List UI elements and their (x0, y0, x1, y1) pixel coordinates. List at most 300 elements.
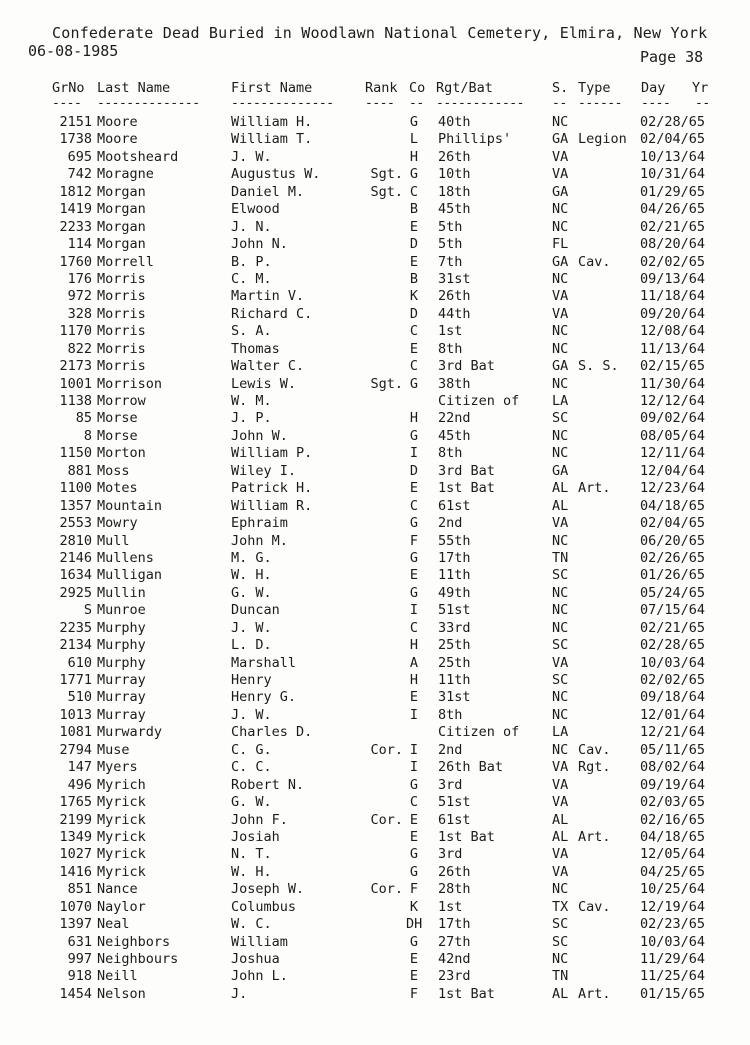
cell-date: 08/05/64 (640, 427, 706, 444)
header-rgt-bat: Rgt/Bat (436, 80, 493, 96)
table-row (0, 655, 750, 672)
cell-grno: 851 (67, 881, 92, 898)
cell-state: VA (552, 305, 569, 322)
cell-first-name: N. T. (231, 846, 272, 863)
cell-first-name: Henry G. (231, 689, 297, 706)
cell-first-name: L. D. (231, 637, 272, 654)
cell-grno: 328 (67, 305, 92, 322)
cell-co: K (409, 288, 419, 305)
cell-co: I (409, 706, 419, 723)
cell-last-name: Murray (97, 706, 146, 723)
cell-rgt-bat: 3rd (438, 776, 463, 793)
table-row (0, 951, 750, 968)
cell-rgt-bat: 42nd (438, 951, 471, 967)
cell-first-name: J. W. (231, 706, 272, 723)
table-row (0, 114, 750, 131)
cell-grno: 1738 (59, 131, 92, 148)
cell-first-name: Walter C. (231, 358, 305, 375)
cell-grno: 695 (67, 148, 92, 165)
cell-date: 08/02/64 (640, 759, 706, 776)
cell-first-name: Robert N. (231, 776, 305, 793)
cell-date: 12/11/64 (640, 445, 706, 462)
cell-grno: 1357 (59, 497, 92, 514)
cell-type: Cav. (578, 253, 611, 270)
cell-grno: 1081 (59, 724, 92, 741)
cell-date: 12/21/64 (640, 724, 706, 741)
table-row (0, 689, 750, 706)
cell-co: E (409, 480, 419, 497)
cell-last-name: Myrick (97, 794, 146, 811)
cell-rank: Sgt. (370, 183, 403, 200)
cell-grno: 1100 (59, 480, 92, 497)
cell-last-name: Mulligan (97, 567, 163, 584)
cell-grno: 972 (67, 288, 92, 305)
cell-last-name: Moore (97, 114, 138, 130)
cell-grno: 1765 (59, 794, 92, 811)
cell-last-name: Murwardy (97, 724, 163, 741)
cell-co: H (409, 410, 419, 427)
cell-rgt-bat: 49th (438, 584, 471, 601)
cell-rgt-bat: 8th (438, 340, 463, 357)
table-row (0, 201, 750, 218)
cell-grno: 631 (67, 933, 92, 950)
cell-type: S. S. (578, 358, 619, 375)
cell-date: 02/02/65 (640, 253, 706, 270)
cell-date: 04/26/65 (640, 201, 706, 218)
cell-co: G (409, 515, 419, 532)
header-last-name: Last Name (97, 80, 171, 96)
cell-first-name: John N. (231, 236, 288, 253)
cell-grno: 114 (67, 236, 92, 253)
dash-last-name: -------------- (97, 96, 200, 111)
cell-rgt-bat: 51st (438, 602, 471, 619)
cell-state: SC (552, 672, 569, 688)
cell-rank: Sgt. (370, 375, 403, 392)
table-row (0, 236, 750, 253)
cell-rank: Cor. (370, 811, 403, 828)
cell-state: GA (552, 462, 569, 479)
cell-type: Art. (578, 828, 611, 845)
cell-grno: 496 (67, 776, 92, 793)
cell-last-name: Morrow (97, 393, 146, 409)
cell-first-name: Patrick H. (231, 480, 313, 497)
cell-co: E (409, 811, 419, 828)
cell-last-name: Munroe (97, 602, 146, 619)
cell-state: TX (552, 898, 569, 915)
table-row (0, 149, 750, 166)
cell-first-name: Daniel M. (231, 183, 305, 200)
cell-state: AL (552, 497, 569, 514)
cell-last-name: Myrick (97, 846, 146, 863)
cell-rgt-bat: 2nd (438, 741, 463, 758)
cell-date: 12/04/64 (640, 462, 706, 479)
table-row (0, 219, 750, 236)
cell-date: 10/31/64 (640, 166, 706, 183)
cell-first-name: M. G. (231, 549, 272, 566)
cell-co: K (409, 898, 419, 915)
cell-co: G (409, 549, 419, 566)
cell-state: GA (552, 358, 569, 375)
cell-grno: 1013 (59, 706, 92, 723)
dash-type: ------ (578, 96, 622, 111)
cell-first-name: Duncan (231, 602, 280, 619)
cell-first-name: Henry (231, 672, 272, 688)
cell-first-name: Josiah (231, 828, 280, 845)
cell-rgt-bat: 33rd (438, 619, 471, 636)
cell-co: H (409, 637, 419, 654)
table-row (0, 724, 750, 741)
cell-state: NC (552, 532, 569, 549)
cell-first-name: J. P. (231, 410, 272, 427)
cell-last-name: Morton (97, 445, 146, 462)
header-day: Day (641, 80, 666, 96)
cell-grno: 147 (67, 759, 92, 776)
cell-co: B (409, 201, 419, 218)
cell-state: NC (552, 619, 569, 636)
cell-date: 09/19/64 (640, 776, 706, 793)
table-row (0, 864, 750, 881)
table-row (0, 550, 750, 567)
table-row (0, 376, 750, 393)
cell-last-name: Neal (97, 916, 130, 933)
cell-grno: 1634 (59, 567, 92, 584)
cell-co: E (409, 340, 419, 357)
table-row (0, 341, 750, 358)
cell-grno: 1070 (59, 898, 92, 915)
cell-rgt-bat: 1st (438, 323, 463, 340)
cell-date: 11/18/64 (640, 288, 706, 305)
cell-state: VA (552, 166, 569, 183)
table-row (0, 934, 750, 951)
table-row (0, 759, 750, 776)
cell-first-name: S. A. (231, 323, 272, 340)
cell-first-name: W. H. (231, 567, 272, 584)
cell-first-name: John F. (231, 811, 288, 828)
cell-co: G (409, 846, 419, 863)
cell-rgt-bat: Phillips' (438, 131, 512, 148)
table-row (0, 899, 750, 916)
cell-co: E (409, 253, 419, 270)
table-row (0, 184, 750, 201)
cell-date: 02/21/65 (640, 218, 706, 235)
cell-co: B (409, 270, 419, 287)
cell-grno: 1027 (59, 846, 92, 863)
cell-first-name: William R. (231, 497, 313, 514)
cell-grno: 1138 (59, 393, 92, 409)
cell-date: 08/20/64 (640, 236, 706, 253)
cell-date: 12/12/64 (640, 393, 706, 409)
cell-grno: 1760 (59, 253, 92, 270)
cell-state: GA (552, 183, 569, 200)
cell-co: G (409, 776, 419, 793)
cell-last-name: Mountain (97, 497, 163, 514)
table-row (0, 254, 750, 271)
cell-grno: 881 (67, 462, 92, 479)
cell-date: 11/29/64 (640, 951, 706, 967)
cell-co: C (409, 358, 419, 375)
cell-first-name: Thomas (231, 340, 280, 357)
cell-grno: 2235 (59, 619, 92, 636)
cell-state: NC (552, 741, 569, 758)
cell-state: SC (552, 637, 569, 654)
cell-grno: 1170 (59, 323, 92, 340)
cell-date: 10/03/64 (640, 933, 706, 950)
cell-date: 09/13/64 (640, 270, 706, 287)
cell-first-name: Marshall (231, 654, 297, 671)
cell-state: SC (552, 410, 569, 427)
cell-state: VA (552, 776, 569, 793)
cell-date: 10/25/64 (640, 881, 706, 898)
cell-state: VA (552, 846, 569, 863)
cell-date: 11/25/64 (640, 968, 706, 985)
cell-grno: 997 (67, 951, 92, 967)
cell-grno: 918 (67, 968, 92, 985)
cell-date: 02/28/65 (640, 114, 706, 130)
cell-first-name: G. W. (231, 584, 272, 601)
dash-grno: ---- (52, 96, 82, 111)
cell-rgt-bat: 26th (438, 148, 471, 165)
cell-date: 12/23/64 (640, 480, 706, 497)
cell-first-name: J. W. (231, 619, 272, 636)
cell-rgt-bat: 45th (438, 201, 471, 218)
cell-last-name: Neighbours (97, 951, 179, 967)
table-row (0, 986, 750, 1003)
cell-date: 11/13/64 (640, 340, 706, 357)
cell-rgt-bat: 17th (438, 549, 471, 566)
document-date: 06-08-1985 (28, 42, 119, 60)
cell-grno: 510 (67, 689, 92, 706)
cell-state: NC (552, 951, 569, 967)
cell-rgt-bat: 25th (438, 654, 471, 671)
cell-grno: 2553 (59, 515, 92, 532)
cell-grno: 610 (67, 654, 92, 671)
table-row (0, 410, 750, 427)
cell-first-name: Augustus W. (231, 166, 321, 183)
table-row (0, 968, 750, 985)
cell-state: VA (552, 863, 569, 880)
cell-co: E (409, 968, 419, 985)
cell-rgt-bat: 7th (438, 253, 463, 270)
cell-first-name: John M. (231, 532, 288, 549)
cell-date: 12/01/64 (640, 706, 706, 723)
table-row (0, 567, 750, 584)
cell-last-name: Myrick (97, 863, 146, 880)
cell-date: 01/26/65 (640, 567, 706, 584)
cell-co: I (409, 445, 419, 462)
header-co: Co (409, 80, 426, 96)
cell-grno: 2146 (59, 549, 92, 566)
cell-grno: 8 (83, 427, 92, 444)
cell-first-name: Joseph W. (231, 881, 305, 898)
header-type: Type (578, 80, 611, 96)
cell-co: I (409, 759, 419, 776)
cell-date: 05/24/65 (640, 584, 706, 601)
cell-co: G (409, 114, 419, 130)
cell-last-name: Morse (97, 410, 138, 427)
cell-date: 05/11/65 (640, 741, 706, 758)
dash-state: -- (552, 96, 567, 111)
cell-state: NC (552, 340, 569, 357)
cell-type: Legion (578, 131, 627, 148)
table-row (0, 288, 750, 305)
cell-first-name: B. P. (231, 253, 272, 270)
cell-last-name: Morgan (97, 183, 146, 200)
cell-co: DH (406, 916, 423, 933)
cell-co: I (409, 602, 419, 619)
table-row (0, 393, 750, 410)
cell-first-name: Ephraim (231, 515, 288, 532)
table-row (0, 742, 750, 759)
cell-last-name: Morgan (97, 218, 146, 235)
table-row (0, 271, 750, 288)
cell-date: 04/18/65 (640, 497, 706, 514)
table-row (0, 812, 750, 829)
cell-rgt-bat: 3rd (438, 846, 463, 863)
table-row (0, 916, 750, 933)
cell-rgt-bat: 26th (438, 288, 471, 305)
cell-grno: 85 (75, 410, 92, 427)
cell-date: 09/18/64 (640, 689, 706, 706)
cell-first-name: W. M. (231, 393, 272, 409)
dash-co: -- (409, 96, 424, 111)
cell-date: 02/26/65 (640, 549, 706, 566)
table-row (0, 358, 750, 375)
table-row (0, 829, 750, 846)
cell-last-name: Murphy (97, 654, 146, 671)
cell-state: NC (552, 114, 569, 130)
cell-last-name: Nance (97, 881, 138, 898)
table-row (0, 533, 750, 550)
cell-last-name: Naylor (97, 898, 146, 915)
cell-last-name: Morris (97, 270, 146, 287)
cell-rgt-bat: 11th (438, 672, 471, 688)
cell-date: 02/16/65 (640, 811, 706, 828)
cell-rgt-bat: 31st (438, 689, 471, 706)
cell-rgt-bat: 28th (438, 881, 471, 898)
cell-rgt-bat: 3rd Bat (438, 358, 495, 375)
cell-state: VA (552, 515, 569, 532)
cell-state: VA (552, 148, 569, 165)
cell-grno: 1419 (59, 201, 92, 218)
cell-grno: S (83, 602, 92, 619)
dash-day: ---- (641, 96, 671, 111)
burial-table (0, 114, 750, 1003)
cell-rgt-bat: 8th (438, 445, 463, 462)
cell-rgt-bat: 38th (438, 375, 471, 392)
cell-type: Rgt. (578, 759, 611, 776)
table-row (0, 707, 750, 724)
cell-first-name: G. W. (231, 794, 272, 811)
cell-rgt-bat: 61st (438, 497, 471, 514)
cell-rgt-bat: 26th (438, 863, 471, 880)
cell-co: G (409, 427, 419, 444)
cell-first-name: William H. (231, 114, 313, 130)
cell-date: 01/15/65 (640, 985, 706, 1002)
cell-rgt-bat: 2nd (438, 515, 463, 532)
cell-state: TN (552, 549, 569, 566)
cell-co: H (409, 148, 419, 165)
cell-last-name: Murray (97, 672, 146, 688)
cell-co: F (409, 985, 419, 1002)
cell-first-name: C. G. (231, 741, 272, 758)
cell-last-name: Motes (97, 480, 138, 497)
cell-rgt-bat: 31st (438, 270, 471, 287)
cell-last-name: Myrick (97, 828, 146, 845)
cell-last-name: Myrick (97, 811, 146, 828)
cell-co: L (409, 131, 419, 148)
header-state: S. (552, 80, 569, 96)
cell-last-name: Morris (97, 305, 146, 322)
cell-first-name: C. C. (231, 759, 272, 776)
cell-co: E (409, 567, 419, 584)
cell-last-name: Mowry (97, 515, 138, 532)
cell-rgt-bat: 51st (438, 794, 471, 811)
cell-grno: 2794 (59, 741, 92, 758)
cell-state: LA (552, 724, 569, 741)
cell-rgt-bat: Citizen of (438, 393, 520, 409)
cell-grno: 2233 (59, 218, 92, 235)
cell-last-name: Morris (97, 340, 146, 357)
cell-rgt-bat: 40th (438, 114, 471, 130)
cell-co: C (409, 619, 419, 636)
cell-first-name: John L. (231, 968, 288, 985)
table-row (0, 166, 750, 183)
cell-date: 02/23/65 (640, 916, 706, 933)
cell-co: D (409, 462, 419, 479)
cell-state: VA (552, 759, 569, 776)
cell-rgt-bat: 17th (438, 916, 471, 933)
cell-date: 02/02/65 (640, 672, 706, 688)
table-row (0, 881, 750, 898)
cell-rgt-bat: 5th (438, 218, 463, 235)
cell-first-name: Richard C. (231, 305, 313, 322)
cell-date: 07/15/64 (640, 602, 706, 619)
cell-state: VA (552, 654, 569, 671)
cell-rgt-bat: 23rd (438, 968, 471, 985)
cell-state: NC (552, 602, 569, 619)
table-row (0, 463, 750, 480)
cell-first-name: Martin V. (231, 288, 305, 305)
table-row (0, 777, 750, 794)
cell-state: NC (552, 584, 569, 601)
cell-date: 09/02/64 (640, 410, 706, 427)
table-row (0, 323, 750, 340)
cell-state: GA (552, 253, 569, 270)
cell-co: E (409, 828, 419, 845)
cell-state: FL (552, 236, 569, 253)
table-row (0, 585, 750, 602)
cell-date: 12/19/64 (640, 898, 706, 915)
cell-first-name: Charles D. (231, 724, 313, 741)
cell-grno: 2925 (59, 584, 92, 601)
cell-state: VA (552, 794, 569, 811)
cell-first-name: William T. (231, 131, 313, 148)
cell-rank: Cor. (370, 881, 403, 898)
cell-co: E (409, 689, 419, 706)
cell-co: F (409, 532, 419, 549)
cell-last-name: Murphy (97, 619, 146, 636)
cell-grno: 176 (67, 270, 92, 287)
cell-date: 02/03/65 (640, 794, 706, 811)
cell-last-name: Murphy (97, 637, 146, 654)
cell-state: AL (552, 480, 569, 497)
cell-state: LA (552, 393, 569, 409)
cell-last-name: Moragne (97, 166, 154, 183)
cell-grno: 822 (67, 340, 92, 357)
cell-date: 04/25/65 (640, 863, 706, 880)
cell-state: NC (552, 689, 569, 706)
cell-last-name: Mootsheard (97, 148, 179, 165)
